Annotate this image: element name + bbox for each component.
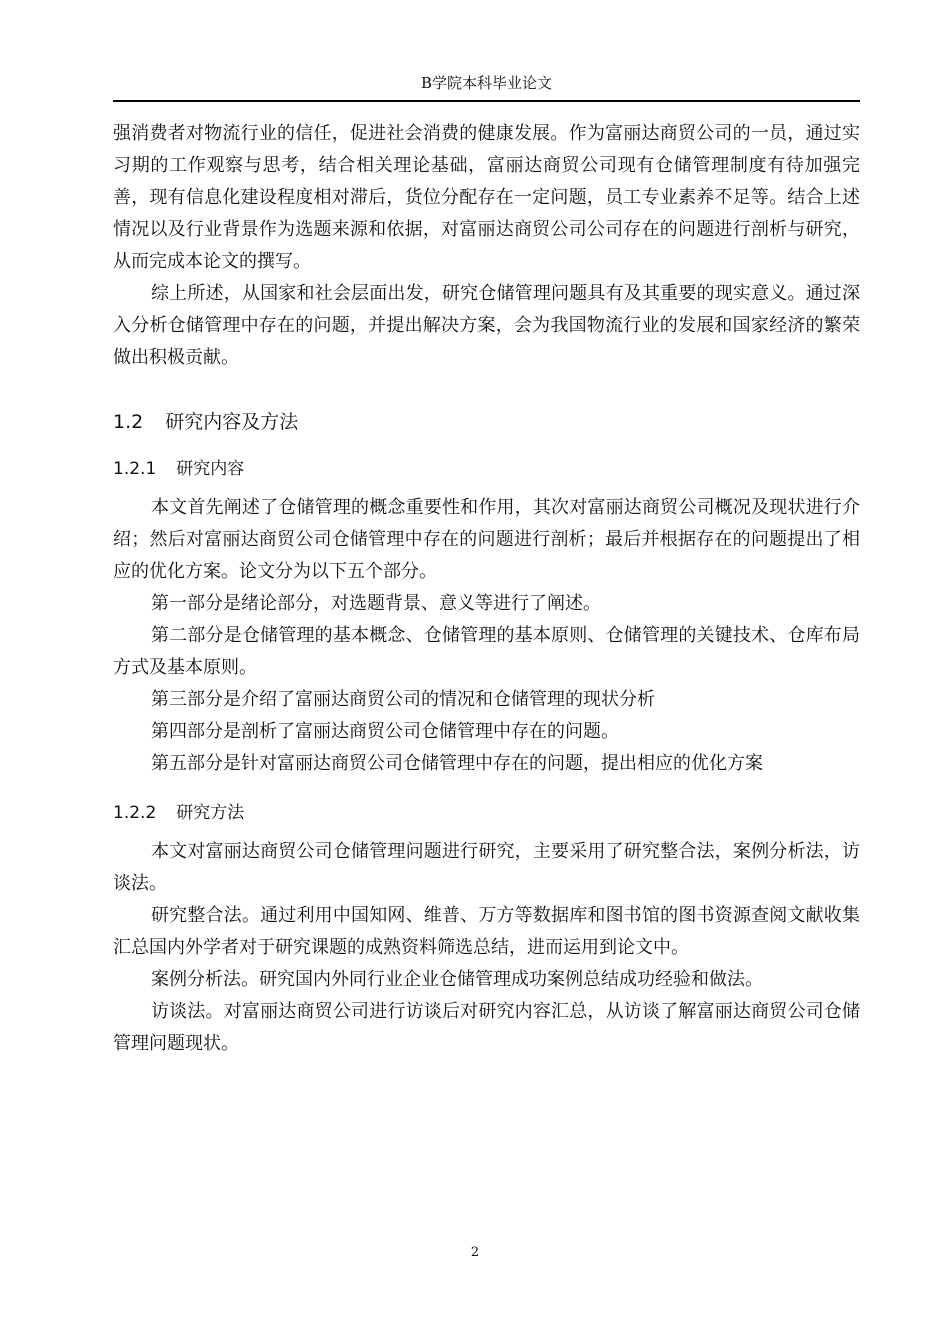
page-number: 2 xyxy=(470,1245,480,1260)
paragraph: 本文对富丽达商贸公司仓储管理问题进行研究，主要采用了研究整合法，案例分析法，访谈法。 xyxy=(113,841,860,894)
paragraph: 第二部分是仓储管理的基本概念、仓储管理的基本原则、仓储管理的关键技术、仓库布局方式及基本原则。 xyxy=(113,625,860,678)
subsection-title: 研究方法 xyxy=(176,803,245,823)
paragraph-summary: 综上所述，从国家和社会层面出发，研究仓储管理问题具有及其重要的现实意义。通过深入分析仓储管理中存在的问题，并提出解决方案，会为我国物流行业的发展和国家经济的繁荣做出积极贡献。 xyxy=(113,283,860,368)
running-header: B学院本科毕业论文 xyxy=(420,74,553,92)
paragraph: 第一部分是绪论部分，对选题背景、意义等进行了阐述。 xyxy=(151,593,601,614)
paragraph-continued: 强消费者对物流行业的信任，促进社会消费的健康发展。作为富丽达商贸公司的一员，通过实习期的工作观察与思考，结合相关理论基础，富丽达商贸公司现有仓储管理制度有待加强完善，现有信息化建设程度相对滞后，货位分配存在一定问题，员工专业素养不足等。结合上述情况以及行业背景作为选题来源和依据，对富丽达商贸公司公司存在的问题进行剖析与研究，从而完成本论文的撰写。 xyxy=(113,123,860,272)
subsection-number: 1.2.2 xyxy=(113,803,157,823)
paragraph: 第四部分是剖析了富丽达商贸公司仓储管理中存在的问题。 xyxy=(151,721,619,742)
subsection-title: 研究内容 xyxy=(176,459,245,479)
section-number: 1.2 xyxy=(113,411,144,433)
header-rule xyxy=(113,100,860,102)
paragraph: 本文首先阐述了仓储管理的概念重要性和作用，其次对富丽达商贸公司概况及现状进行介绍；然后对富丽达商贸公司仓储管理中存在的问题进行剖析；最后并根据存在的问题提出了相应的优化方案。论文分为以下五个部分。 xyxy=(113,497,860,582)
paragraph: 第五部分是针对富丽达商贸公司仓储管理中存在的问题，提出相应的优化方案 xyxy=(151,753,763,774)
paragraph: 案例分析法。研究国内外同行业企业仓储管理成功案例总结成功经验和做法。 xyxy=(151,969,763,990)
paragraph: 研究整合法。通过利用中国知网、维普、万方等数据库和图书馆的图书资源查阅文献收集汇总国内外学者对于研究课题的成熟资料筛选总结，进而运用到论文中。 xyxy=(113,905,860,958)
subsection-heading-1-2-1 xyxy=(113,456,860,482)
subsection-number: 1.2.1 xyxy=(113,459,157,479)
paragraph: 访谈法。对富丽达商贸公司进行访谈后对研究内容汇总，从访谈了解富丽达商贸公司仓储管理问题现状。 xyxy=(113,1001,860,1054)
paragraph: 第三部分是介绍了富丽达商贸公司的情况和仓储管理的现状分析 xyxy=(151,689,655,710)
section-heading-1-2 xyxy=(113,408,860,436)
subsection-heading-1-2-2 xyxy=(113,800,860,826)
section-title: 研究内容及方法 xyxy=(165,411,299,433)
document-body xyxy=(113,118,860,1060)
